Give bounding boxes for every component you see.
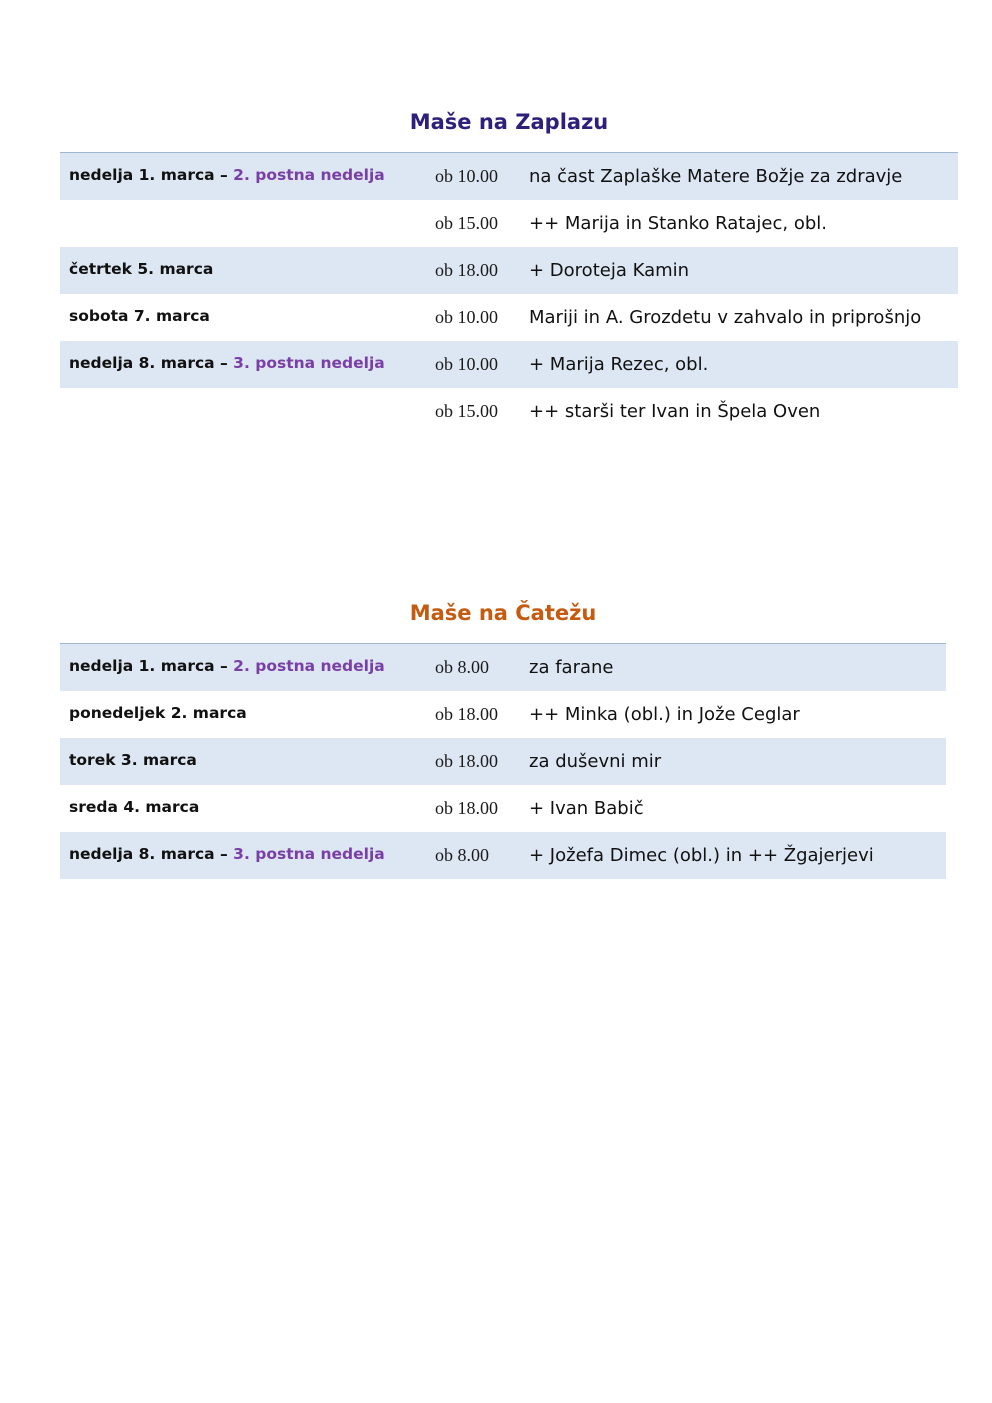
schedule-row <box>60 644 946 691</box>
row-day: sobota 7. marca <box>69 307 210 325</box>
row-time: ob 18.00 <box>435 798 498 818</box>
row-intention: ++ Minka (obl.) in Jože Ceglar <box>529 704 800 725</box>
schedule-row <box>60 691 946 738</box>
row-intention: ++ Marija in Stanko Ratajec, obl. <box>529 213 827 234</box>
row-day: nedelja 8. marca – 3. postna nedelja <box>69 845 385 863</box>
schedule-row <box>60 832 946 879</box>
feast-label: 2. postna nedelja <box>233 166 385 184</box>
row-intention: na čast Zaplaške Matere Božje za zdravje <box>529 166 903 187</box>
row-time: ob 18.00 <box>435 704 498 724</box>
row-time: ob 10.00 <box>435 354 498 374</box>
section-title-zaplaz: Maše na Zaplazu <box>409 110 609 134</box>
row-day: sreda 4. marca <box>69 798 200 816</box>
row-intention: za farane <box>529 657 614 678</box>
section-catez <box>60 597 946 879</box>
row-intention: + Doroteja Kamin <box>529 260 690 281</box>
schedule-row <box>60 738 946 785</box>
row-time: ob 15.00 <box>435 401 498 421</box>
schedule-row <box>60 388 958 435</box>
row-intention: ++ starši ter Ivan in Špela Oven <box>529 401 821 422</box>
row-time: ob 18.00 <box>435 260 498 280</box>
row-day: torek 3. marca <box>69 751 197 769</box>
section-zaplaz <box>60 106 958 435</box>
row-time: ob 15.00 <box>435 213 498 233</box>
schedule-catez <box>60 643 946 879</box>
row-time: ob 8.00 <box>435 657 489 677</box>
row-day: nedelja 8. marca – 3. postna nedelja <box>69 354 385 372</box>
row-day: nedelja 1. marca – 2. postna nedelja <box>69 657 385 675</box>
row-day: četrtek 5. marca <box>69 260 214 278</box>
feast-label: 3. postna nedelja <box>233 354 385 372</box>
row-day: ponedeljek 2. marca <box>69 704 247 722</box>
row-time: ob 18.00 <box>435 751 498 771</box>
schedule-zaplaz <box>60 152 958 435</box>
schedule-row <box>60 294 958 341</box>
row-intention: + Jožefa Dimec (obl.) in ++ Žgajerjevi <box>529 845 874 866</box>
row-intention: + Marija Rezec, obl. <box>529 354 709 375</box>
row-day: nedelja 1. marca – 2. postna nedelja <box>69 166 385 184</box>
schedule-row <box>60 153 958 200</box>
row-intention: za duševni mir <box>529 751 662 772</box>
row-intention: + Ivan Babič <box>529 798 644 819</box>
row-intention: Mariji in A. Grozdetu v zahvalo in priprošnjo <box>529 307 922 328</box>
section-title-catez: Maše na Čatežu <box>409 601 597 625</box>
row-time: ob 10.00 <box>435 307 498 327</box>
row-time: ob 10.00 <box>435 166 498 186</box>
feast-label: 2. postna nedelja <box>233 657 385 675</box>
feast-label: 3. postna nedelja <box>233 845 385 863</box>
schedule-row <box>60 200 958 247</box>
schedule-row <box>60 785 946 832</box>
schedule-row <box>60 247 958 294</box>
row-time: ob 8.00 <box>435 845 489 865</box>
schedule-row <box>60 341 958 388</box>
